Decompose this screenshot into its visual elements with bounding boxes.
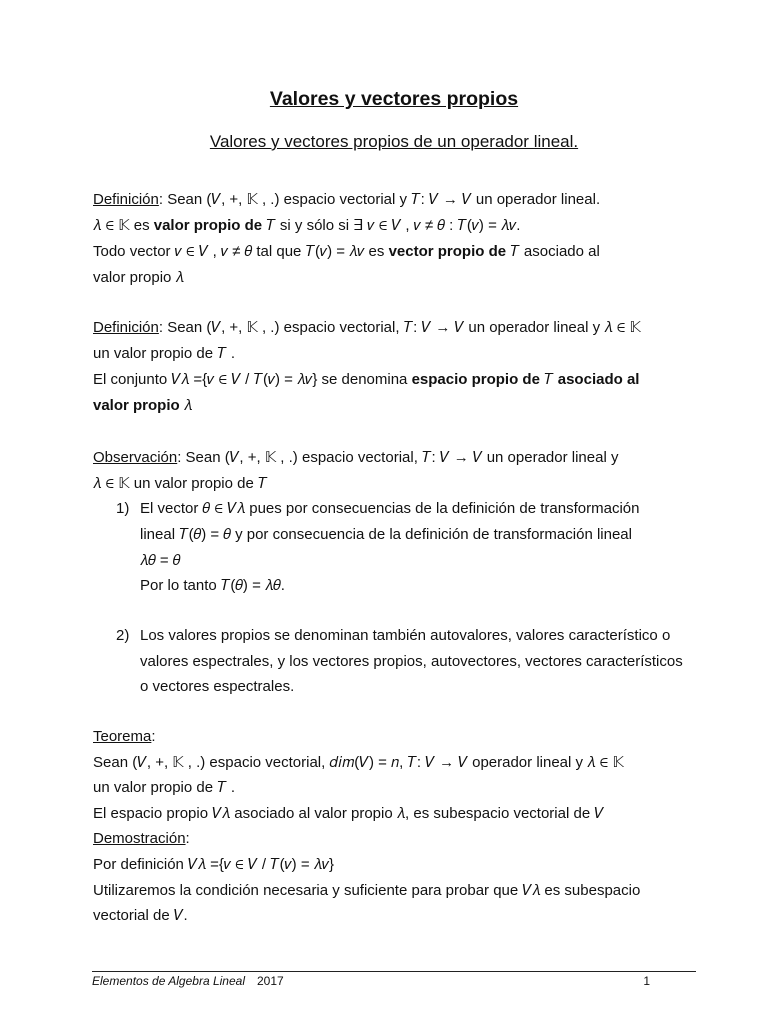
def2-line1-text: : Sean (𝑉, +, 𝕂 , .) espacio vectorial, 𝑇: 𝑉 → 𝑉 un operador lineal y 𝜆 ∈ 𝕂	[158, 319, 641, 336]
obs-line2: 𝜆 ∈ 𝕂 un valor propio de 𝑇	[93, 475, 268, 492]
obs-item1-line2: lineal 𝑇(𝜃) = 𝜃 y por consecuencia de la definición de transformación lineal	[140, 526, 632, 543]
obs-item2-number: 2)	[116, 627, 130, 644]
obs-item2-line2: valores espectrales, y los vectores propios, autovectores, vectores característicos	[140, 653, 683, 670]
def2-label: Definición	[93, 319, 159, 336]
obs-label: Observación	[93, 449, 178, 466]
footer-page-number: 1	[643, 974, 650, 988]
def2-line2: un valor propio de 𝑇 .	[93, 345, 236, 362]
obs-item1-number: 1)	[116, 500, 130, 517]
page-subtitle: Valores y vectores propios de un operador lineal.	[209, 132, 579, 151]
def2-term-espacio-propio: espacio propio de	[411, 371, 540, 388]
obs-line1	[93, 448, 695, 468]
obs-item2-line3: o vectores espectrales.	[140, 678, 295, 695]
footer-rule	[92, 971, 696, 972]
def1-line2-c: 𝑇 si y sólo si ∃ 𝑣 ∈ 𝑉 , 𝑣 ≠ 𝜃 : 𝑇(𝑣) = 𝜆𝑣.	[262, 217, 521, 234]
def1-line3	[93, 242, 695, 262]
def1-line2	[93, 216, 695, 236]
def1-term-valor-propio: valor propio de	[153, 217, 263, 234]
def2-line3-a: El conjunto 𝑉𝜆 ={𝑣 ∈ 𝑉 / 𝑇(𝑣) = 𝜆𝑣} se denomina	[93, 371, 412, 388]
def2-term-asociado: asociado al	[557, 371, 640, 388]
footer-book-title: Elementos de Algebra Lineal	[92, 974, 245, 988]
proof-label: Demostración	[93, 830, 186, 847]
proof-line3: vectorial de 𝑉.	[93, 907, 188, 924]
def2-line4	[93, 396, 695, 416]
theorem-line3: El espacio propio 𝑉𝜆 asociado al valor propio 𝜆, es subespacio vectorial de 𝑉	[93, 805, 605, 822]
proof-line2: Utilizaremos la condición necesaria y suficiente para probar que 𝑉𝜆 es subespacio	[93, 882, 641, 899]
def1-line3-c: 𝑇 asociado al	[506, 243, 600, 260]
obs-item1-line1: El vector 𝜃 ∈ 𝑉𝜆 pues por consecuencias de la definición de transformación	[140, 500, 640, 517]
proof-heading	[93, 829, 695, 849]
def1-label: Definición	[93, 191, 159, 208]
theorem-line2: un valor propio de 𝑇 .	[93, 779, 236, 796]
theorem-colon: :	[151, 728, 156, 745]
theorem-line1: Sean (𝑉, +, 𝕂 , .) espacio vectorial, 𝑑𝑖𝑚(𝑉) = 𝑛, 𝑇: 𝑉 → 𝑉 operador lineal y 𝜆 ∈ 𝕂	[93, 754, 624, 771]
def2-term-valor-propio: valor propio	[93, 397, 180, 414]
theorem-heading	[93, 727, 695, 747]
obs-item1-line3: 𝜆𝜃 = 𝜃	[140, 552, 181, 569]
def1-line2-a: 𝜆 ∈ 𝕂 es	[93, 217, 154, 234]
def2-line4-b: 𝜆	[179, 397, 193, 414]
proof-line1: Por definición 𝑉𝜆 ={𝑣 ∈ 𝑉 / 𝑇(𝑣) = 𝜆𝑣}	[93, 856, 334, 873]
def2-line3-c: 𝑇	[539, 371, 558, 388]
def2-line1	[93, 318, 695, 338]
proof-colon: :	[185, 830, 190, 847]
def1-line3-a: Todo vector 𝑣 ∈ 𝑉 , 𝑣 ≠ 𝜃 tal que 𝑇(𝑣) = 𝜆𝑣 es	[93, 243, 389, 260]
page-title: Valores y vectores propios	[269, 88, 519, 110]
theorem-label: Teorema	[93, 728, 152, 745]
obs-item1-line4: Por lo tanto 𝑇(𝜃) = 𝜆𝜃.	[140, 577, 285, 594]
page-footer	[92, 974, 696, 988]
def2-line3	[93, 370, 695, 390]
obs-line1-text: : Sean (𝑉, +, 𝕂 , .) espacio vectorial, 𝑇: 𝑉 → 𝑉 un operador lineal y	[177, 449, 619, 466]
def1-line1-text: : Sean (𝑉, +, 𝕂 , .) espacio vectorial y 𝑇: 𝑉 → 𝑉 un operador lineal.	[158, 191, 601, 208]
obs-item2-line1: Los valores propios se denominan también autovalores, valores característico o	[140, 627, 671, 644]
def1-line1	[93, 190, 695, 210]
def1-term-vector-propio: vector propio de	[388, 243, 507, 260]
footer-year: 2017	[257, 974, 284, 988]
def1-line4: valor propio 𝜆	[93, 269, 184, 286]
